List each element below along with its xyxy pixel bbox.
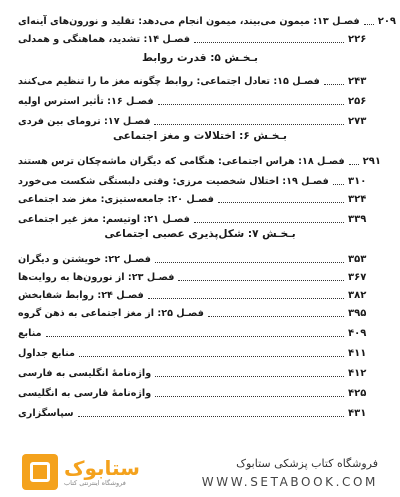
- toc-entry-title: فصـل ۱۵: تعادل اجتماعی: روابط چگونه مغز ما را تنظیم می‌کنند: [18, 76, 320, 87]
- store-name: فروشگاه کتاب پزشکی ستابوک: [236, 457, 378, 470]
- toc-entry-page-number: ۲۰۹: [377, 16, 397, 27]
- toc-entry[interactable]: [18, 30, 382, 46]
- toc-entry-page-number: ۳۶۷: [348, 272, 367, 283]
- dot-leader: [155, 262, 344, 263]
- toc-entry[interactable]: [18, 72, 382, 88]
- toc-entry-title: فصـل ۱۹: اختلال شخصیت مرزی: وقتی دلبستگی شکست می‌خورد: [18, 176, 329, 187]
- toc-entry-page-number: ۳۲۴: [348, 194, 367, 205]
- toc-entry-page-number: ۴۰۹: [348, 328, 367, 339]
- toc-entry-title: فصـل ۱۸: هراس اجتماعی: هنگامی که دیگران ماشه‌چکان ترس هستند: [18, 156, 345, 167]
- toc-entry[interactable]: [18, 304, 382, 320]
- toc-entry[interactable]: [18, 152, 382, 168]
- toc-entry-title: فصـل ۲۲: خویشتن و دیگران: [18, 254, 151, 265]
- dot-leader: [218, 202, 344, 203]
- toc-entry-title: فصـل ۲۱: اوتیسم: مغز غیر اجتماعی: [18, 214, 190, 225]
- toc-entry-page-number: ۴۳۱: [348, 408, 367, 419]
- toc-entry-page-number: ۲۴۳: [348, 76, 367, 87]
- toc-entry-title: فصـل ۱۷: ترومای بین فردی: [18, 116, 151, 127]
- toc-entry-title: منابع جداول: [18, 348, 75, 359]
- dot-leader: [194, 42, 344, 43]
- toc-entry-title: فصـل ۱۳: میمون می‌بیند، میمون انجام می‌دهد: تقلید و نورون‌های آینه‌ای: [18, 16, 360, 27]
- toc-entry-page-number: ۲۵۶: [348, 96, 367, 107]
- toc-entry-page-number: ۲۹۱: [362, 156, 381, 167]
- toc-entry-title: فصـل ۲۵: از مغز اجتماعی به ذهن گروه: [18, 308, 204, 319]
- logo-tagline: فروشگاه اینترنتی کتاب: [64, 479, 126, 487]
- toc-entry-page-number: ۴۱۱: [348, 348, 367, 359]
- toc-entry-title: واژه‌نامهٔ انگلیسی به فارسی: [18, 368, 152, 379]
- toc-entry[interactable]: [18, 364, 382, 380]
- store-url-link[interactable]: WWW.SETABOOK.COM: [201, 475, 378, 489]
- section-heading: بـخـش ۷: شکل‌پذیری عصبی اجتماعی: [104, 228, 296, 240]
- toc-entry-title: فصـل ۲۰: جامعه‌ستیزی: مغز ضد اجتماعی: [18, 194, 214, 205]
- dot-leader: [158, 104, 344, 105]
- toc-entry[interactable]: [18, 190, 382, 206]
- logo-wordmark: ستابوک: [64, 456, 140, 480]
- toc-entry-page-number: ۴۲۵: [348, 388, 367, 399]
- toc-entry[interactable]: [18, 384, 382, 400]
- dot-leader: [155, 396, 344, 397]
- section-heading: بـخـش ۵: قدرت روابط: [141, 52, 258, 64]
- book-icon: [22, 454, 58, 490]
- toc-entry-page-number: ۳۹۵: [348, 308, 367, 319]
- dot-leader: [148, 298, 344, 299]
- toc-entry-page-number: ۳۳۹: [348, 214, 367, 225]
- toc-entry-title: فصـل ۱۴: تشدید، هماهنگی و همدلی: [18, 34, 190, 45]
- toc-entry[interactable]: [18, 324, 382, 340]
- toc-entry-page-number: ۳۱۰: [348, 176, 367, 187]
- dot-leader: [78, 416, 344, 417]
- toc-entry[interactable]: [18, 112, 382, 128]
- toc-entry[interactable]: [18, 172, 382, 188]
- toc-entry[interactable]: [18, 344, 382, 360]
- dot-leader: [194, 222, 344, 223]
- toc-entry[interactable]: [18, 210, 382, 226]
- toc-entry-title: فصـل ۲۴: روابط شفابخش: [18, 290, 144, 301]
- toc-entry-page-number: ۲۲۶: [348, 34, 367, 45]
- toc-entry-title: فصـل ۲۳: از نورون‌ها به روایت‌ها: [18, 272, 175, 283]
- dot-leader: [155, 376, 344, 377]
- toc-entry[interactable]: [18, 92, 382, 108]
- toc-entry[interactable]: [18, 268, 382, 284]
- dot-leader: [178, 280, 344, 281]
- toc-entry[interactable]: [18, 286, 382, 302]
- toc-entry-title: منابع: [18, 328, 42, 339]
- toc-entry-page-number: ۴۱۲: [348, 368, 367, 379]
- dot-leader: [333, 184, 344, 185]
- dot-leader: [154, 124, 344, 125]
- toc-entry-page-number: ۳۵۳: [348, 254, 367, 265]
- setabook-logo[interactable]: [22, 454, 160, 490]
- dot-leader: [46, 336, 344, 337]
- toc-entry[interactable]: [18, 250, 382, 266]
- toc-entry-title: فصـل ۱۶: تأثیر استرس اولیه: [18, 96, 154, 107]
- dot-leader: [349, 164, 359, 165]
- dot-leader: [364, 24, 374, 25]
- section-heading: بـخـش ۶: اختلالات و مغز اجتماعی: [113, 130, 287, 142]
- toc-entry[interactable]: [18, 404, 382, 420]
- toc-entry-title: واژه‌نامهٔ فارسی به انگلیسی: [18, 388, 152, 399]
- dot-leader: [79, 356, 344, 357]
- toc-entry[interactable]: [18, 12, 397, 28]
- toc-entry-page-number: ۲۷۳: [348, 116, 367, 127]
- toc-entry-title: سپاسگزاری: [18, 408, 74, 419]
- footer: [0, 448, 400, 497]
- dot-leader: [324, 84, 344, 85]
- toc-entry-page-number: ۳۸۲: [348, 290, 367, 301]
- dot-leader: [208, 316, 344, 317]
